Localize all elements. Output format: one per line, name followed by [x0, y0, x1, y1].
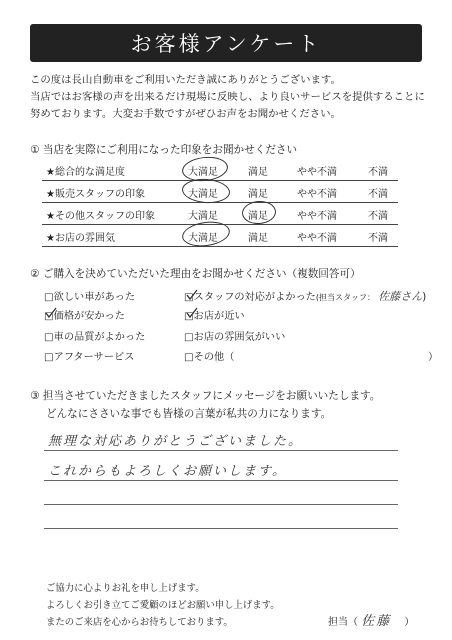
- checkbox-other[interactable]: □その他（: [184, 352, 235, 363]
- q2-title: ② ご購入を決めていただいた理由をお聞かせください（複数回答可）: [30, 268, 361, 280]
- q3-subtitle: どんなにささいな事でも皆様の言葉が私共の力になります。: [46, 408, 332, 420]
- option-somewhat-dissatisfied[interactable]: やや不満: [297, 233, 337, 244]
- option-dissatisfied[interactable]: 不満: [368, 189, 388, 200]
- option-very-satisfied[interactable]: 大満足: [188, 211, 218, 222]
- option-very-satisfied[interactable]: 大満足: [188, 233, 218, 244]
- option-satisfied[interactable]: 満足: [248, 189, 268, 200]
- page-title: お客様アンケート: [30, 24, 422, 62]
- handwritten-staff-name: 佐藤: [361, 614, 392, 629]
- staff-signature: [328, 610, 414, 629]
- staff-close: ）: [404, 617, 415, 628]
- q3-title: ③ 担当させていただきましたスタッフにメッセージをお願いいたします。: [30, 390, 381, 402]
- checkbox-price[interactable]: □価格が安かった: [44, 311, 125, 322]
- option-somewhat-dissatisfied[interactable]: やや不満: [297, 189, 337, 200]
- checkbox-label: □スタッフの対応がよかった: [184, 292, 316, 303]
- check-mark-icon: [186, 289, 198, 301]
- option-satisfied[interactable]: 満足: [248, 233, 268, 244]
- option-satisfied[interactable]: 満足: [248, 167, 268, 178]
- checkbox-staff-service[interactable]: □スタッフの対応がよかった(担当スタッフ： 佐藤さん): [184, 290, 427, 303]
- staff-label: 担当（: [328, 617, 358, 628]
- selection-circle: [241, 200, 277, 225]
- q1-row-label: ★総合的な満足度: [46, 167, 125, 178]
- intro-line: 当店ではお客様の声を出来るだけ現場に反映し、より良いサービスを提供することに: [30, 91, 425, 103]
- checkbox-store-atmosphere[interactable]: □お店の雰囲気がいい: [184, 332, 286, 343]
- intro-line: この度は長山自動車をご利用いただき誠にありがとうございます。: [30, 74, 341, 86]
- option-dissatisfied[interactable]: 不満: [368, 211, 388, 222]
- footer-line: ご協力に心よりお礼を申し上げます。: [46, 583, 205, 594]
- handwritten-staff-name: 佐藤さん: [378, 290, 423, 303]
- intro-line: 努めております。大変お手数ですがぜひお声をお聞かせください。: [30, 108, 341, 120]
- option-satisfied[interactable]: 満足: [248, 211, 268, 222]
- option-somewhat-dissatisfied[interactable]: やや不満: [297, 211, 337, 222]
- selection-circle: [181, 219, 232, 249]
- checkbox-wanted-car[interactable]: □欲しい車があった: [44, 292, 136, 303]
- checkbox-car-quality[interactable]: □車の品質がよかった: [44, 332, 146, 343]
- intro-text: [30, 72, 430, 123]
- q1-row-overall: [42, 158, 398, 181]
- option-very-satisfied[interactable]: 大満足: [188, 167, 218, 178]
- message-rule: [44, 504, 398, 505]
- option-dissatisfied[interactable]: 不満: [368, 233, 388, 244]
- q1-row-label: ★お店の雰囲気: [46, 233, 115, 244]
- option-somewhat-dissatisfied[interactable]: やや不満: [297, 167, 337, 178]
- message-rule: [44, 528, 398, 529]
- q1-row-other-staff: [42, 202, 398, 225]
- message-rule: [44, 450, 398, 451]
- q1-row-label: ★その他スタッフの印象: [46, 211, 155, 222]
- check-mark-icon: [45, 307, 57, 319]
- footer-text: [46, 580, 280, 631]
- q1-title: ① 当店を実際にご利用になった印象をお聞かせください: [30, 144, 298, 156]
- check-mark-icon: [186, 307, 198, 319]
- staff-note: (担当スタッフ：: [315, 293, 375, 302]
- handwritten-message-line: 無理な対応ありがとうございました。: [48, 434, 304, 449]
- option-very-satisfied[interactable]: 大満足: [188, 189, 218, 200]
- q1-row-store-atmosphere: [42, 224, 398, 247]
- q1-row-label: ★販売スタッフの印象: [46, 189, 145, 200]
- footer-line: またのご来店を心からお待ちしております。: [46, 617, 233, 628]
- message-rule: [44, 480, 398, 481]
- checkbox-store-near[interactable]: □お店が近い: [184, 311, 245, 322]
- other-close-paren: ）: [428, 352, 439, 363]
- handwritten-message-line: これからもよろしくお願いします。: [48, 464, 287, 479]
- selection-circle: [181, 177, 231, 204]
- checkbox-after-service[interactable]: □アフターサービス: [44, 352, 135, 363]
- footer-line: よろしくお引き立てご愛顧のほどお願い申し上げます。: [46, 600, 280, 611]
- q1-row-sales-staff: [42, 180, 398, 203]
- option-dissatisfied[interactable]: 不満: [368, 167, 388, 178]
